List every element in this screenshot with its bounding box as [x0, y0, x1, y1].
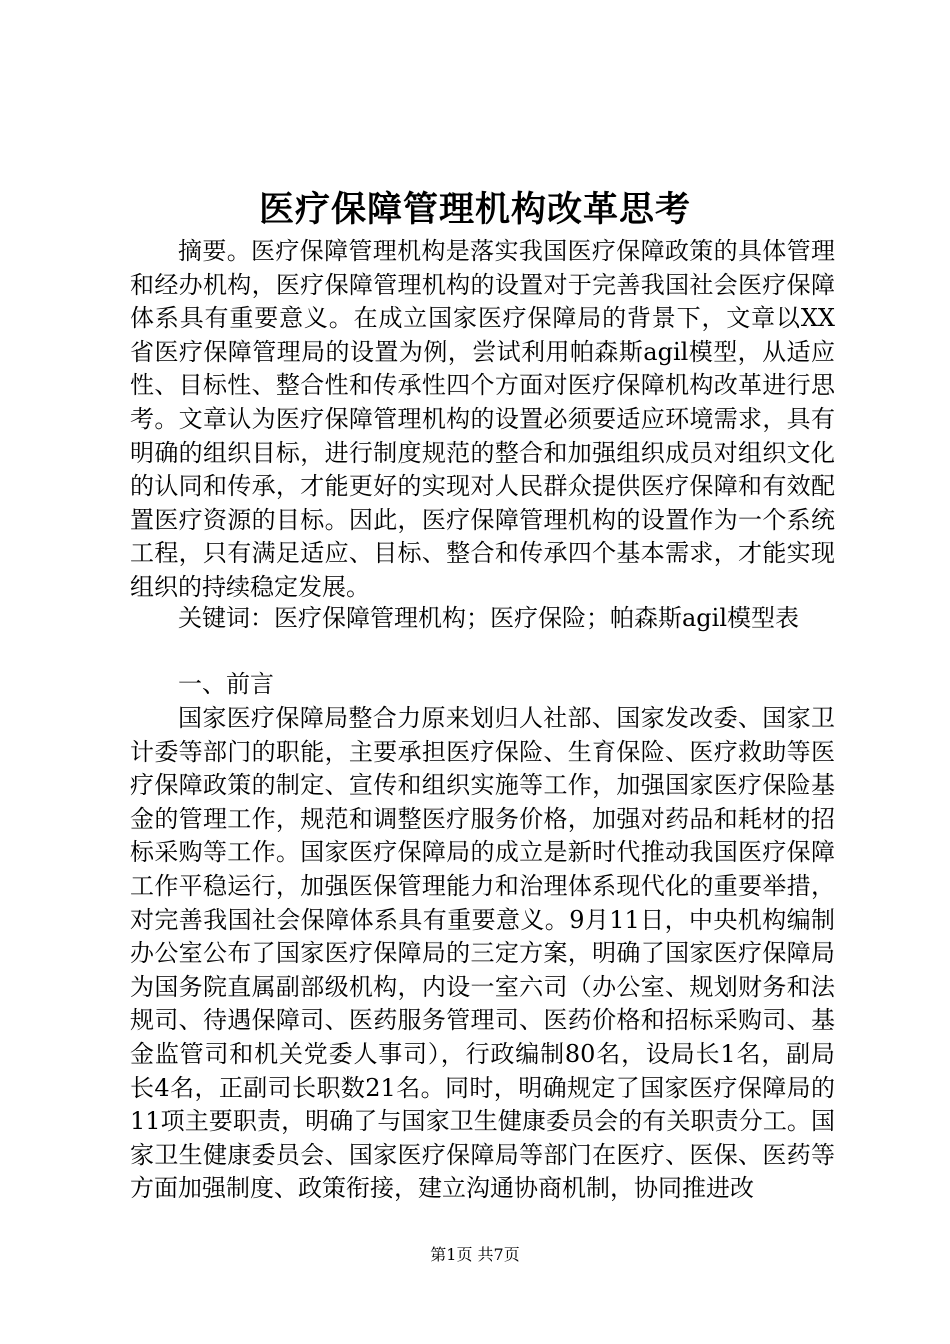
- section-heading: 一、前言: [178, 670, 274, 698]
- page-title: 医疗保障管理机构改革思考: [258, 189, 691, 230]
- page-number-footer: 第1页 共7页: [430, 1245, 520, 1264]
- abstract-paragraph: 摘要。医疗保障管理机构是落实我国医疗保障政策的具体管理和经办机构，医疗保障管理机构的设置对于完善我国社会医疗保障体系具有重要意义。在成立国家医疗保障局的背景下，文章以XX省医疗保障管理局的设置为例，尝试利用帕森斯agil模型，从适应性、目标性、整合性和传承性四个方面对医疗保障机构改革进行思考。文章认为医疗保障管理机构的设置必须要适应环境需求，具有明确的组织目标，进行制度规范的整合和加强组织成员对组织文化的认同和传承，才能更好的实现对人民群众提供医疗保障和有效配置医疗资源的目标。因此，医疗保障管理机构的设置作为一个系统工程，只有满足适应、目标、整合和传承四个基本需求，才能实现组织的持续稳定发展。: [130, 237, 835, 601]
- intro-paragraph: 国家医疗保障局整合力原来划归人社部、国家发改委、国家卫计委等部门的职能，主要承担医疗保险、生育保险、医疗救助等医疗保障政策的制定、宣传和组织实施等工作，加强国家医疗保险基金的管理工作，规范和调整医疗服务价格，加强对药品和耗材的招标采购等工作。国家医疗保障局的成立是新时代推动我国医疗保障工作平稳运行，加强医保管理能力和治理体系现代化的重要举措，对完善我国社会保障体系具有重要意义。9月11日，中央机构编制办公室公布了国家医疗保障局的三定方案，明确了国家医疗保障局为国务院直属副部级机构，内设一室六司（办公室、规划财务和法规司、待遇保障司、医药服务管理司、医药价格和招标采购司、基金监管司和机关党委人事司），行政编制80名，设局长1名，副局长4名，正副司长职数21名。同时，明确规定了国家医疗保障局的11项主要职责，明确了与国家卫生健康委员会的有关职责分工。国家卫生健康委员会、国家医疗保障局等部门在医疗、医保、医药等方面加强制度、政策衔接，建立沟通协商机制，协同推进改: [130, 704, 835, 1203]
- keywords-paragraph: 关键词：医疗保障管理机构；医疗保险；帕森斯agil模型表: [178, 604, 800, 632]
